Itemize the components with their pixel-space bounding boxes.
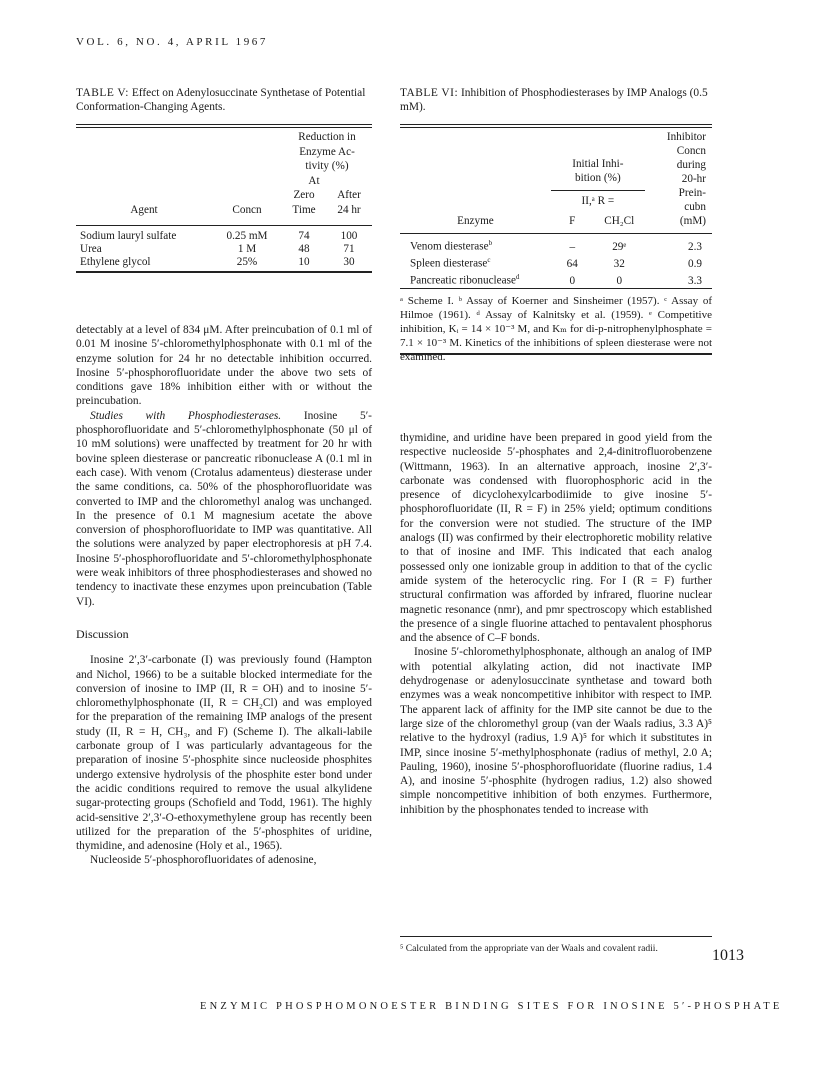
paragraph: Nucleoside 5′-phosphorofluoridates of adenosine, <box>90 854 317 867</box>
table-6-caption-text: Inhibition of Phosphodiesterases by IMP Analogs (0.5 mM). <box>400 87 708 113</box>
left-column <box>76 323 372 868</box>
table-6-head-f: F <box>569 214 576 227</box>
studies-paragraph: Studies with Phosphodiesterases. Inosine 5′-phosphorofluoridate and 5′-chloromethylphosphonate (50 μl of 10 mM solutions) were unaffected by treatment for 20 hr with bovine spleen diesterase or pancreatic ribonuclease A (0.1 ml in each case). With venom (Crotalus adamenteus) diesterase under the same conditions, ca. 50% of the phosphorofluoridate was converted to IMP and the chloromethyl analog was unchanged. In the presence of 0.1 M magnesium acetate the above conversion of phosphorofluoridate to IMP was quantitative. All the solutions were analyzed by paper electrophoresis at pH 7.4. Inosine 5′-phosphorofluoridate and 5′-chloromethylphosphonate were weak inhibitors of three phosphodiesterases and showed no tendency to inactivate these enzymes upon preincubation (Table VI). <box>76 409 372 608</box>
table-6-footnote-rule <box>400 353 712 355</box>
table-6-footnotes: ᵃ Scheme I. ᵇ Assay of Koerner and Sinsheimer (1957). ᶜ Assay of Hilmoe (1961). ᵈ Assay of Kalnitsky et al. (1959). ᵉ Competitive inhibition, Kᵢ = 14 × 10⁻³ M, and Kₘ for di-p-nitrophenylphosphate = 7.1 × 10⁻³ M. Kinetics of the inhibitions of spleen diesterase were not examined. <box>400 295 712 363</box>
table-6-bottom-rule <box>400 288 712 289</box>
table-row: Ethylene glycol 25% 10 30 <box>80 256 355 269</box>
table-row: Spleen diesterase$^c$ 64 32 0.9 <box>410 255 702 270</box>
running-header: VOL. 6, NO. 4, APRIL 1967 <box>76 36 269 48</box>
table-5-bottom-rule <box>76 271 372 273</box>
table-5-caption <box>76 86 372 114</box>
paragraph: detectably at a level of 834 μM. After preincubation of 0.1 ml of 0.01 M inosine 5′-chloromethylphosphonate with 0.1 ml of the enzyme solution for 24 hr no detectable inhibition occurred. Inosine 5′-phosphorofluoridate under the above two sets of conditions gave 18% inhibition either with or without the preincubation. <box>76 324 372 408</box>
footnote-rule <box>400 936 712 937</box>
table-6-head-ch2cl: CH₂Cl <box>604 214 635 227</box>
table-5-head-agent: Agent <box>130 203 158 216</box>
table-5-head-after: After 24 hr <box>337 189 361 216</box>
table-6-top-rule-2 <box>400 127 712 128</box>
table-6-label: TABLE VI: <box>400 87 459 99</box>
section-heading-studies: Studies with Phosphodiesterases. <box>90 409 282 422</box>
table-6-caption <box>400 86 712 114</box>
table-6 <box>400 130 712 288</box>
paragraph: Inosine 2′,3′-carbonate (I) was previously found (Hampton and Nichol, 1966) to be a suitable blocked intermediate for the conversion of inosine to IMP (II, R = OH) and to inosine 5′-chloromethylphosphonate (II, R = CH₂Cl) and was employed for the preparation of the remaining IMP analogs of the present study (II, R = H, CH₃, and F) (Scheme I). The alkali-labile carbonate group of I was particularly advantageous for the preparation of inosine 5′-phosphite since nucleoside phosphites undergo extensive hydrolysis of the phosphite ester bond under the acidic conditions required to remove the usual alkylidene sugar-protecting groups (Schofield and Todd, 1961). The highly acid-sensitive 2′,3′-O-ethoxymethylene group has recently been utilized for the preparation of the 5′-phosphites of uridine, thymidine, and adenosine (Holy et al., 1965). <box>76 654 372 853</box>
table-5-label: TABLE V: <box>76 87 129 99</box>
running-footer: ENZYMIC PHOSPHOMONOESTER BINDING SITES FOR INOSINE 5′-PHOSPHATE <box>200 1001 783 1012</box>
table-6-head-enzyme: Enzyme <box>457 214 494 227</box>
table-5-caption-text: Effect on Adenylosuccinate Synthetase of Potential Conformation-Changing Agents. <box>76 87 366 113</box>
paragraph: Inosine 5′-chloromethylphosphonate, although an analog of IMP with potential alkylating action, did not inactivate IMP dehydrogenase or adenylosuccinate synthetase and toward both enzymes was a weak noncompetitive inhibitor with respect to IMP. The apparent lack of affinity for the IMP site cannot be due to the large size of the chloromethyl group (van der Waals radius, 3.3 A)⁵ relative to the hydroxyl (radius, 1.9 A)⁵ for which it substitutes in IMP, since inosine 5′-methylphosphonate (radius of methyl, 2.0 A; Pauling, 1960), inosine 5′-phosphorofluoridate (fluorine radius, 1.4 A), and inosine 5′-phosphite (hydrogen radius, 1.2) also showed simple noncompetitive inhibition of both enzymes. Furthermore, inhibition by the phosphonates tended to increase with <box>400 646 712 816</box>
table-5-head-concn: Concn <box>232 203 262 216</box>
table-6-head-inhibitor: Inhibitor Concn during 20-hr Prein- cubn (mM) <box>666 131 706 227</box>
page-number: 1013 <box>712 947 744 964</box>
table-row: Pancreatic ribonuclease$^d$ 0 0 3.3 <box>410 272 702 287</box>
table-row: Venom diesterase$^b$ – 29ᵉ 2.3 <box>410 239 702 253</box>
table-row: Sodium lauryl sulfate 0.25 mM 74 100 <box>80 230 358 242</box>
table-6-head-initial: Initial Inhi- bition (%) II,ᵃ R = <box>551 130 645 208</box>
table-5-head-zero: Zero Time <box>292 189 316 216</box>
table-6-top-rule <box>400 124 712 125</box>
right-column <box>400 431 712 817</box>
footnote-5: ⁵ Calculated from the appropriate van der Waals and covalent radii. <box>400 943 658 954</box>
table-5-top-rule <box>76 124 372 125</box>
paragraph: thymidine, and uridine have been prepared in good yield from the respective nucleoside 5′-phosphates and 2,4-dinitrofluorobenzene (Wittmann, 1963). In an alternative approach, inosine 2′,3′-carbonate was condensed with fluorophosphoric acid in the presence of dicyclohexylcarbodiimide to give inosine 5′-phosphorofluoridate (II, R = F) in 25% yield; optimum conditions for the conversion were not studied. The structure of the IMP analogs (II) was confirmed by their electrophoretic mobility relative to that of inosine and IMF. This indicated that each analog possessed only one ionizable group in addition to that of the cyclic amide system of the heterocyclic ring. For I (R = F) further structural confirmation was afforded by infrared, fluorine nuclear magnetic resonance (nmr), and pmr spectroscopy which established the presence of a single fluorine attached to pentavalent phosphorus and the absence of C–F bonds. <box>400 432 712 645</box>
table-5-head-reduction: Reduction in Enzyme Ac- tivity (%) At <box>298 131 356 187</box>
table-5 <box>76 130 372 270</box>
section-heading-discussion: Discussion <box>76 626 129 641</box>
table-5-top-rule-2 <box>76 127 372 128</box>
table-row: Urea 1 M 48 71 <box>80 243 355 256</box>
